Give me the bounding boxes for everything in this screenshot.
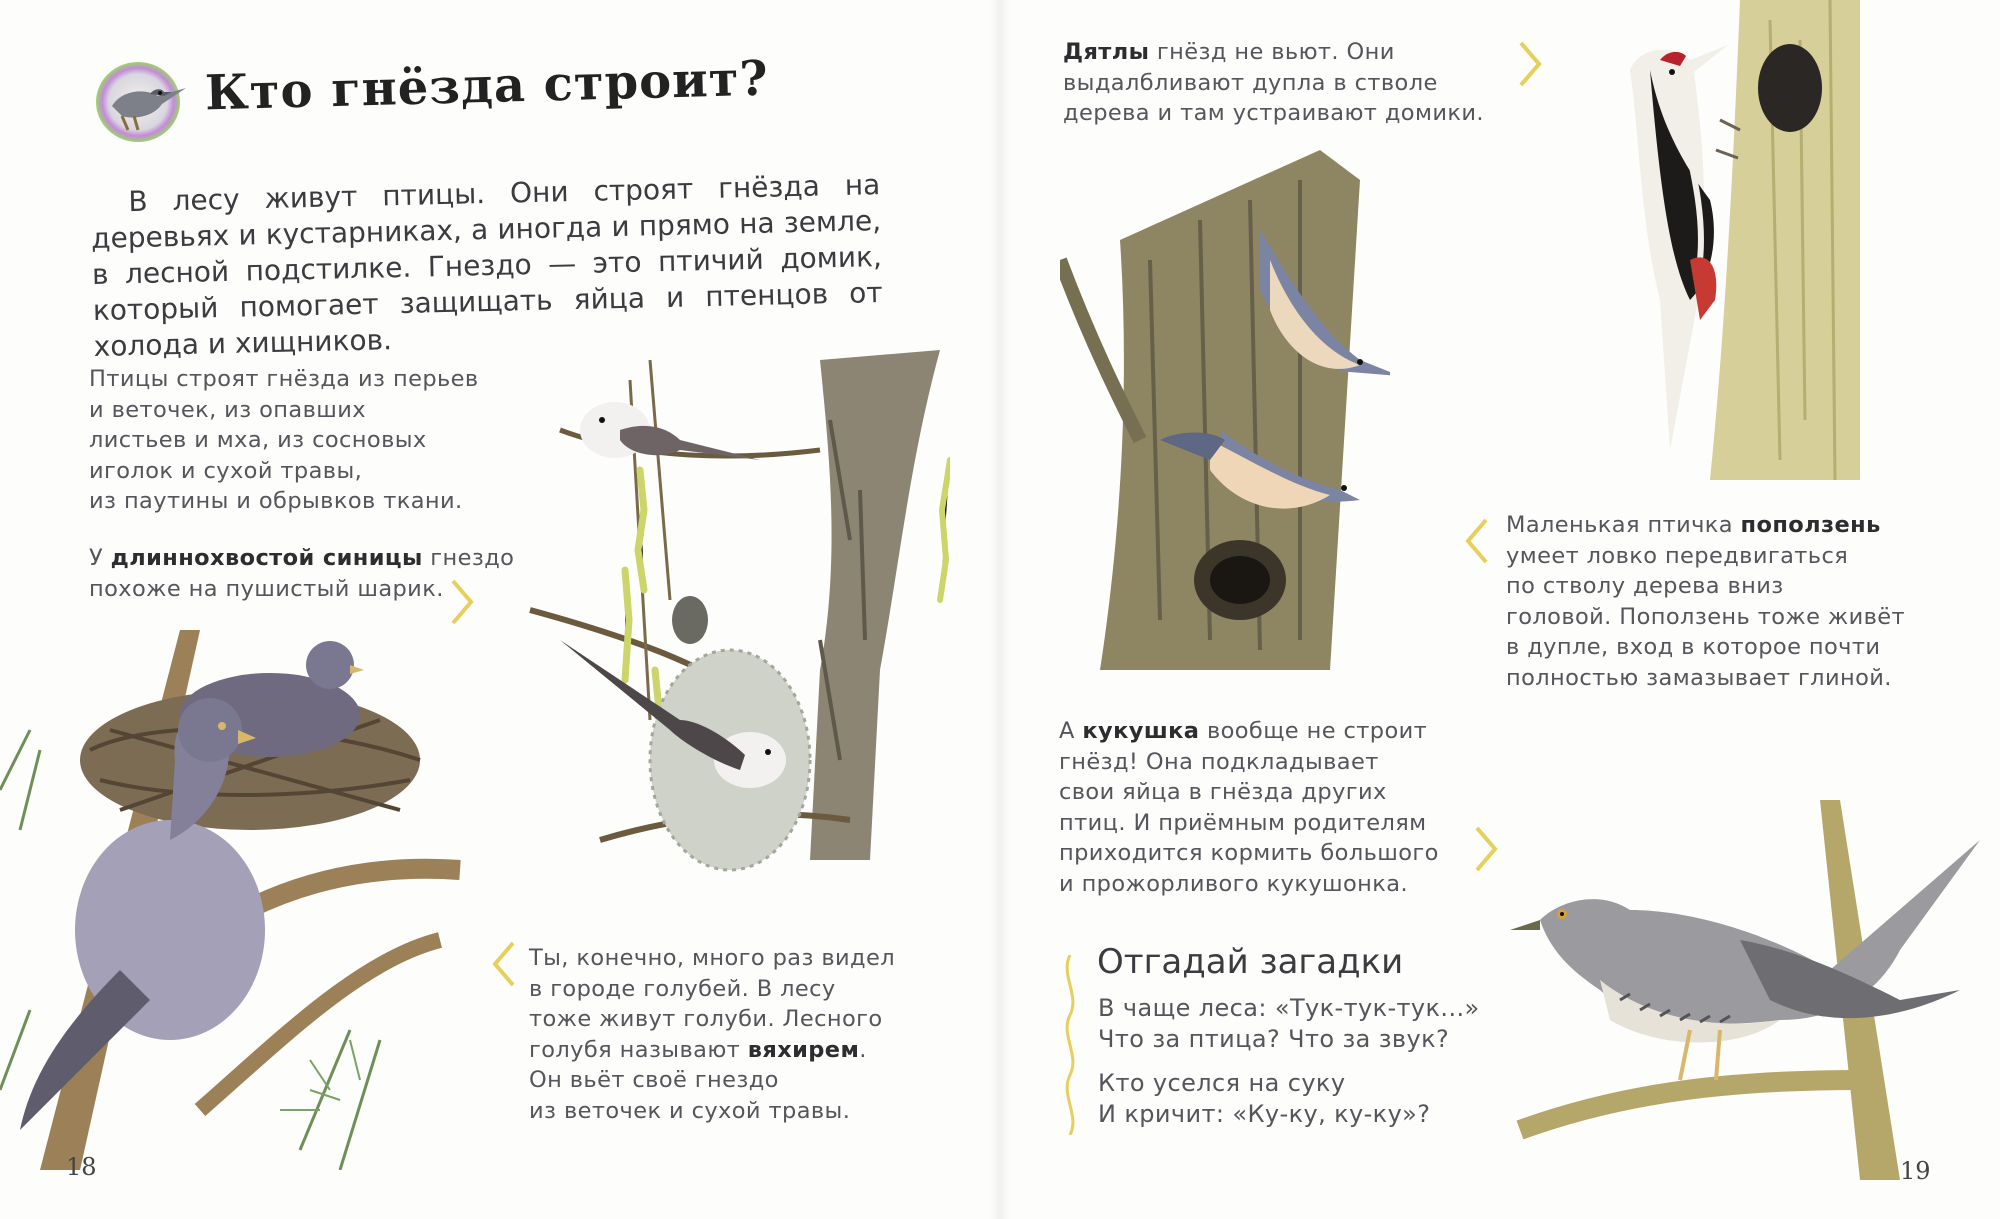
pigeon-text: Ты, конечно, много раз видел в городе голубей. В лесу тоже живут голуби. Лесного голубя называют вяхирем. Он вьёт своё гнездо из веточек и сухой травы.: [529, 945, 896, 1124]
page-number-left: 18: [66, 1153, 97, 1181]
riddle-two: Кто уселся на суку И кричит: «Ку-ку, ку-ку»?: [1098, 1069, 1431, 1128]
page-title: Кто гнёзда строит?: [204, 50, 770, 122]
nuthatch-illustration: [1060, 140, 1390, 680]
nuthatch-text: Маленькая птичка поползень умеет ловко передвигаться по стволу дерева вниз головой. Поползень тоже живёт в дупле, вход в которое почти полностью замазывает глиной.: [1506, 512, 1905, 691]
riddle-title: Отгадай загадки: [1097, 942, 1404, 982]
cuckoo-text: А кукушка вообще не строит гнёзд! Она подкладывает свои яйца в гнёзда других птиц. И приёмным родителям приходится кормить большого и прожорливого кукушонка.: [1059, 718, 1439, 897]
intro-paragraph: В лесу живут птицы. Они строят гнёзда на деревьях и кустарниках, а иногда и прямо на земле, в лесной подстилке. Гнездо — это птичий домик, который помогает защищать яйца и птенцов от холода и хищников.: [90, 168, 884, 363]
riddle-one: В чаще леса: «Тук-тук-тук...» Что за птица? Что за звук?: [1098, 994, 1480, 1053]
riddle-wavy-line: [1060, 955, 1080, 1135]
cuckoo-illustration: [1480, 780, 1990, 1200]
arrow-marker-icon: [492, 940, 516, 988]
arrow-marker-icon: [1465, 517, 1489, 565]
book-gutter: [990, 0, 1010, 1219]
page-number-right: 19: [1900, 1157, 1931, 1185]
arrow-marker-icon: [1518, 40, 1542, 88]
title-bird-badge-icon: [92, 58, 196, 144]
wood-pigeon-illustration: [0, 610, 470, 1170]
long-tailed-tit-illustration: [520, 340, 950, 910]
woodpecker-text: Дятлы гнёзд не вьют. Они выдалбливают дупла в стволе дерева и там устраивают домики.: [1063, 39, 1484, 126]
materials-text: Птицы строят гнёзда из перьев и веточек, из опавших листьев и мха, из сосновых иголок и сухой травы, из паутины и обрывков ткани.: [89, 366, 479, 514]
woodpecker-illustration: [1620, 0, 1860, 480]
long-tailed-tit-text: У длиннохвостой синицы гнездо похоже на пушистый шарик.: [89, 545, 515, 602]
